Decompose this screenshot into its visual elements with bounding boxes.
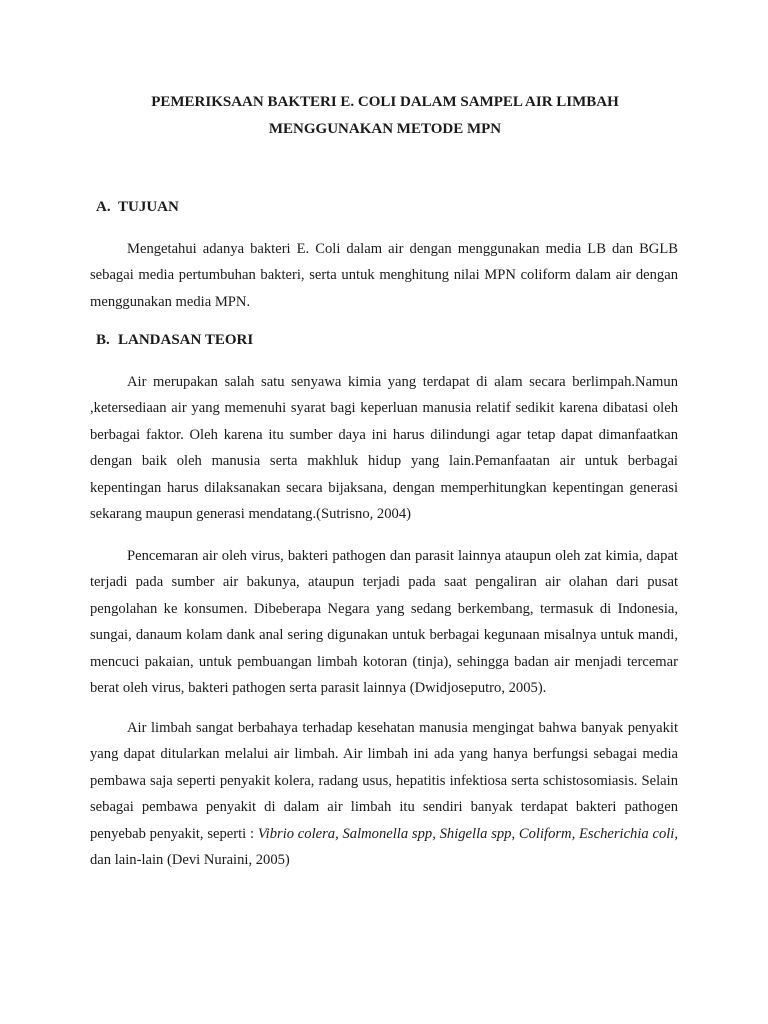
section-letter: A. [96, 199, 111, 215]
document-title [90, 89, 680, 143]
paragraph-teori-1: Air merupakan salah satu senyawa kimia yang terdapat di alam secara berlimpah.Namun ,ketersediaan air yang memenuhi syarat bagi keperluan manusia relatif sedikit karena dibatasi oleh berbagai faktor. Oleh karena itu sumber daya ini harus dilindungi agar tetap dapat dimanfaatkan dengan baik oleh manusia serta makhluk hidup yang lain.Pemanfaatan air untuk berbagai kepentingan harus dilaksanakan secara bijaksana, dengan memperhitungkan kepentingan generasi sekarang maupun generasi mendatang.(Sutrisno, 2004) [90, 374, 678, 523]
title-line-2: MENGGUNAKAN METODE MPN [268, 121, 502, 137]
bacteria-species-list: Vibrio colera, Salmonella spp, Shigella spp, Coliform, Escherichia coli, [257, 825, 678, 842]
paragraph-teori-3-tail: dan lain-lain (Devi Nuraini, 2005) [90, 852, 290, 869]
paragraph-teori-2: Pencemaran air oleh virus, bakteri pathogen dan parasit lainnya ataupun oleh zat kimia, dapat terjadi pada sumber air bakunya, ataupun terjadi pada saat pengaliran air olahan dari pusat pengolahan ke konsumen. Dibeberapa Negara yang sedang berkembang, termasuk di Indonesia, sungai, danaum kolam dank anal sering digunakan untuk berbagai kegunaan misalnya untuk mandi, mencuci pakaian, untuk pembuangan limbah kotoran (tinja), sehingga badan air menjadi tercemar berat oleh virus, bakteri pathogen serta parasit lainnya (Dwidjoseputro, 2005). [90, 548, 678, 697]
section-heading-tujuan [96, 199, 179, 216]
section-heading-landasan-teori [96, 332, 253, 349]
section-title: LANDASAN TEORI [118, 332, 254, 348]
paragraph-tujuan: Mengetahui adanya bakteri E. Coli dalam air dengan menggunakan media LB dan BGLB sebagai media pertumbuhan bakteri, serta untuk menghitung nilai MPN coliform dalam air dengan menggunakan media MPN. [90, 241, 678, 310]
section-title: TUJUAN [118, 199, 179, 215]
paragraph-teori-3 [90, 715, 678, 873]
title-line-1: PEMERIKSAAN BAKTERI E. COLI DALAM SAMPEL AIR LIMBAH [151, 94, 619, 110]
paragraph-teori-3-lead: Air limbah sangat berbahaya terhadap kesehatan manusia mengingat bahwa banyak penyakit yang dapat ditularkan melalui air limbah. Air limbah ini ada yang hanya berfungsi sebagai media pembawa saja seperti penyakit kolera, radang usus, hepatitis infektiosa serta schistosomiasis. Selain sebagai pembawa penyakit di dalam air limbah itu sendiri banyak terdapat bakteri pathogen penyebab penyakit, seperti : [90, 720, 678, 842]
section-letter: B. [96, 332, 110, 348]
